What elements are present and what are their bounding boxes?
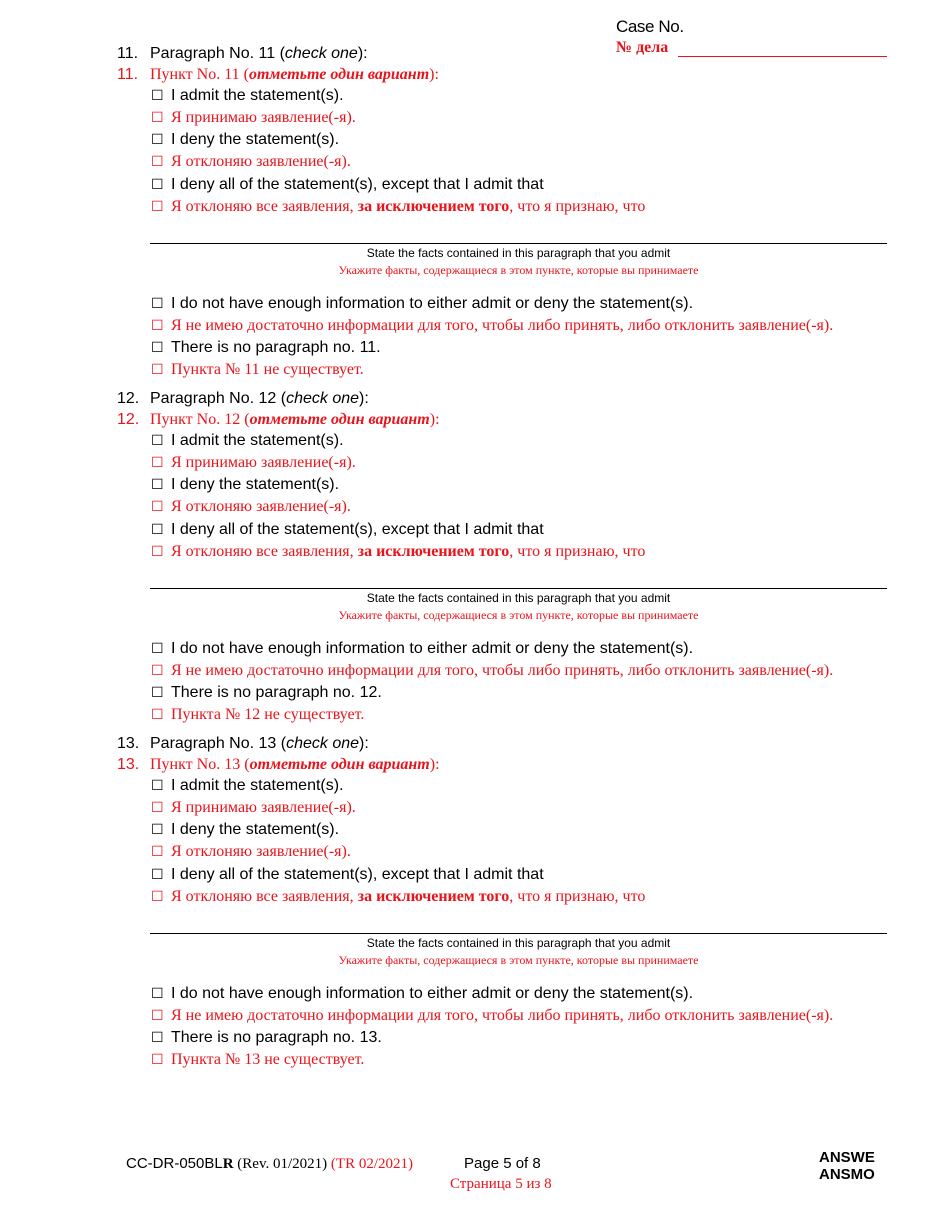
- paragraph-heading-ru: Пункт No. 13 (отметьте один вариант):: [150, 756, 440, 773]
- checkbox-icon: ☐: [151, 455, 164, 471]
- option-no-paragraph[interactable]: ☐ There is no paragraph no. 12.: [151, 684, 382, 701]
- option-deny-ru: ☐ Я отклоняю заявление(-я).: [151, 843, 351, 860]
- paragraph-heading: Paragraph No. 13 (check one):: [150, 735, 369, 752]
- form-code: CC-DR-050BL: [126, 1155, 223, 1172]
- checkbox-icon: ☐: [151, 544, 164, 560]
- option-admit[interactable]: ☐ I admit the statement(s).: [151, 777, 344, 794]
- form-code-suffix: R: [222, 1156, 234, 1172]
- checkbox-icon[interactable]: ☐: [151, 641, 164, 657]
- checkbox-icon[interactable]: ☐: [151, 685, 164, 701]
- admitted-facts-caption-ru: Укажите факты, содержащиеся в этом пункте, которые вы принимаете: [338, 263, 699, 277]
- form-identifier: [126, 1155, 413, 1173]
- case-number-field[interactable]: [678, 56, 887, 57]
- option-no-info[interactable]: ☐ I do not have enough information to either admit or deny the statement(s).: [151, 985, 694, 1002]
- checkbox-icon: ☐: [151, 154, 164, 170]
- page-number: Page 5 of 8: [464, 1155, 541, 1172]
- checkbox-icon[interactable]: ☐: [151, 986, 164, 1002]
- option-deny-except[interactable]: ☐ I deny all of the statement(s), except that I admit that: [151, 176, 544, 193]
- checkbox-icon: ☐: [151, 844, 164, 860]
- option-no-info-ru: ☐ Я не имею достаточно информации для того, чтобы либо принять, либо отклонить заявление(-я).: [151, 317, 834, 334]
- admitted-facts-caption: State the facts contained in this paragraph that you admit: [366, 936, 671, 950]
- checkbox-icon[interactable]: ☐: [151, 522, 164, 538]
- admitted-facts-field[interactable]: [150, 588, 887, 589]
- option-admit[interactable]: ☐ I admit the statement(s).: [151, 87, 344, 104]
- page-number-ru: Страница 5 из 8: [450, 1176, 552, 1192]
- option-no-info[interactable]: ☐ I do not have enough information to either admit or deny the statement(s).: [151, 295, 694, 312]
- paragraph-heading: Paragraph No. 11 (check one):: [150, 45, 368, 62]
- paragraph-heading-ru: Пункт No. 11 (отметьте один вариант):: [150, 66, 439, 83]
- form-title-abbrev-ru: ANSMO: [819, 1166, 875, 1183]
- option-no-paragraph-ru: ☐ Пункта № 13 не существует.: [151, 1051, 365, 1068]
- checkbox-icon[interactable]: ☐: [151, 132, 164, 148]
- checkbox-icon[interactable]: ☐: [151, 867, 164, 883]
- option-admit-ru: ☐ Я принимаю заявление(-я).: [151, 799, 356, 816]
- checkbox-icon[interactable]: ☐: [151, 1030, 164, 1046]
- checkbox-icon[interactable]: ☐: [151, 822, 164, 838]
- admitted-facts-caption: State the facts contained in this paragraph that you admit: [366, 591, 671, 605]
- checkbox-icon: ☐: [151, 707, 164, 723]
- paragraph-heading: Paragraph No. 12 (check one):: [150, 390, 369, 407]
- checkbox-icon: ☐: [151, 889, 164, 905]
- checkbox-icon: ☐: [151, 800, 164, 816]
- option-no-info-ru: ☐ Я не имею достаточно информации для того, чтобы либо принять, либо отклонить заявление(-я).: [151, 662, 834, 679]
- option-deny[interactable]: ☐ I deny the statement(s).: [151, 131, 340, 148]
- option-deny-ru: ☐ Я отклоняю заявление(-я).: [151, 153, 351, 170]
- admitted-facts-caption-ru: Укажите факты, содержащиеся в этом пункте, которые вы принимаете: [338, 608, 699, 622]
- checkbox-icon: ☐: [151, 318, 164, 334]
- checkbox-icon[interactable]: ☐: [151, 778, 164, 794]
- checkbox-icon[interactable]: ☐: [151, 340, 164, 356]
- paragraph-number: 11.: [117, 45, 139, 62]
- paragraph-number: 13.: [117, 735, 140, 752]
- option-admit-ru: ☐ Я принимаю заявление(-я).: [151, 109, 356, 126]
- checkbox-icon[interactable]: ☐: [151, 88, 164, 104]
- option-deny-ru: ☐ Я отклоняю заявление(-я).: [151, 498, 351, 515]
- checkbox-icon: ☐: [151, 1008, 164, 1024]
- checkbox-icon: ☐: [151, 663, 164, 679]
- paragraph-heading-ru: Пункт No. 12 (отметьте один вариант):: [150, 411, 440, 428]
- admitted-facts-caption-ru: Укажите факты, содержащиеся в этом пункте, которые вы принимаете: [338, 953, 699, 967]
- case-number-label: Case No.: [616, 17, 684, 36]
- admitted-facts-field[interactable]: [150, 933, 887, 934]
- admitted-facts-caption: State the facts contained in this paragraph that you admit: [366, 246, 671, 260]
- option-deny[interactable]: ☐ I deny the statement(s).: [151, 821, 340, 838]
- option-admit[interactable]: ☐ I admit the statement(s).: [151, 432, 344, 449]
- option-deny-except-ru: ☐ Я отклоняю все заявления, за исключением того, что я признаю, что: [151, 198, 646, 215]
- option-no-paragraph-ru: ☐ Пункта № 12 не существует.: [151, 706, 365, 723]
- option-deny-except-ru: ☐ Я отклоняю все заявления, за исключением того, что я признаю, что: [151, 543, 646, 560]
- checkbox-icon[interactable]: ☐: [151, 296, 164, 312]
- option-deny-except[interactable]: ☐ I deny all of the statement(s), except that I admit that: [151, 866, 544, 883]
- option-no-info-ru: ☐ Я не имею достаточно информации для того, чтобы либо принять, либо отклонить заявление(-я).: [151, 1007, 834, 1024]
- checkbox-icon[interactable]: ☐: [151, 177, 164, 193]
- checkbox-icon: ☐: [151, 362, 164, 378]
- option-deny-except[interactable]: ☐ I deny all of the statement(s), except that I admit that: [151, 521, 544, 538]
- option-deny-except-ru: ☐ Я отклоняю все заявления, за исключением того, что я признаю, что: [151, 888, 646, 905]
- option-admit-ru: ☐ Я принимаю заявление(-я).: [151, 454, 356, 471]
- paragraph-number-ru: 13.: [117, 756, 140, 773]
- form-revision: (Rev. 01/2021): [233, 1156, 328, 1172]
- paragraph-number-ru: 12.: [117, 411, 140, 428]
- case-number-label-ru: № дела: [616, 39, 669, 56]
- option-no-paragraph[interactable]: ☐ There is no paragraph no. 13.: [151, 1029, 382, 1046]
- admitted-facts-field[interactable]: [150, 243, 887, 244]
- option-deny[interactable]: ☐ I deny the statement(s).: [151, 476, 340, 493]
- checkbox-icon: ☐: [151, 499, 164, 515]
- checkbox-icon: ☐: [151, 199, 164, 215]
- translation-revision: (TR 02/2021): [327, 1156, 413, 1172]
- paragraph-number: 12.: [117, 390, 140, 407]
- option-no-info[interactable]: ☐ I do not have enough information to either admit or deny the statement(s).: [151, 640, 694, 657]
- checkbox-icon: ☐: [151, 110, 164, 126]
- paragraph-number-ru: 11.: [117, 66, 139, 83]
- form-title-abbrev: ANSWE: [819, 1149, 875, 1166]
- checkbox-icon[interactable]: ☐: [151, 477, 164, 493]
- option-no-paragraph[interactable]: ☐ There is no paragraph no. 11.: [151, 339, 381, 356]
- option-no-paragraph-ru: ☐ Пункта № 11 не существует.: [151, 361, 364, 378]
- checkbox-icon[interactable]: ☐: [151, 433, 164, 449]
- checkbox-icon: ☐: [151, 1052, 164, 1068]
